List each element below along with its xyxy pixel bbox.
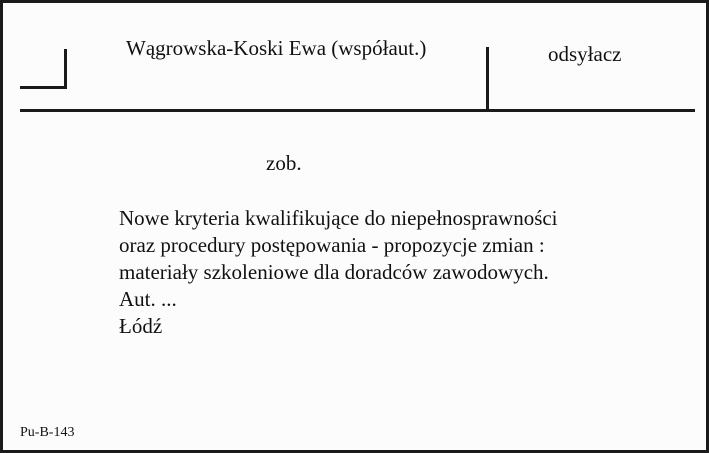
author-heading: Wągrowska-Koski Ewa (współaut.) (126, 36, 427, 60)
card-code: Pu-B-143 (20, 425, 75, 440)
header-vertical-divider (486, 47, 489, 111)
card-type-label: odsyłacz (548, 42, 622, 66)
author-line: Aut. ... (119, 287, 177, 311)
header-horizontal-divider (20, 109, 695, 112)
entry-description (119, 205, 558, 340)
see-reference-label: zob. (266, 151, 302, 175)
title-line: materiały szkoleniowe dla doradców zawodowych. (119, 260, 549, 284)
title-line: oraz procedury postępowania - propozycje zmian : (119, 233, 545, 257)
corner-mark-horizontal (20, 86, 67, 89)
place-line: Łódź (119, 314, 163, 338)
title-line: Nowe kryteria kwalifikujące do niepełnosprawności (119, 206, 558, 230)
corner-mark-vertical (64, 49, 67, 89)
